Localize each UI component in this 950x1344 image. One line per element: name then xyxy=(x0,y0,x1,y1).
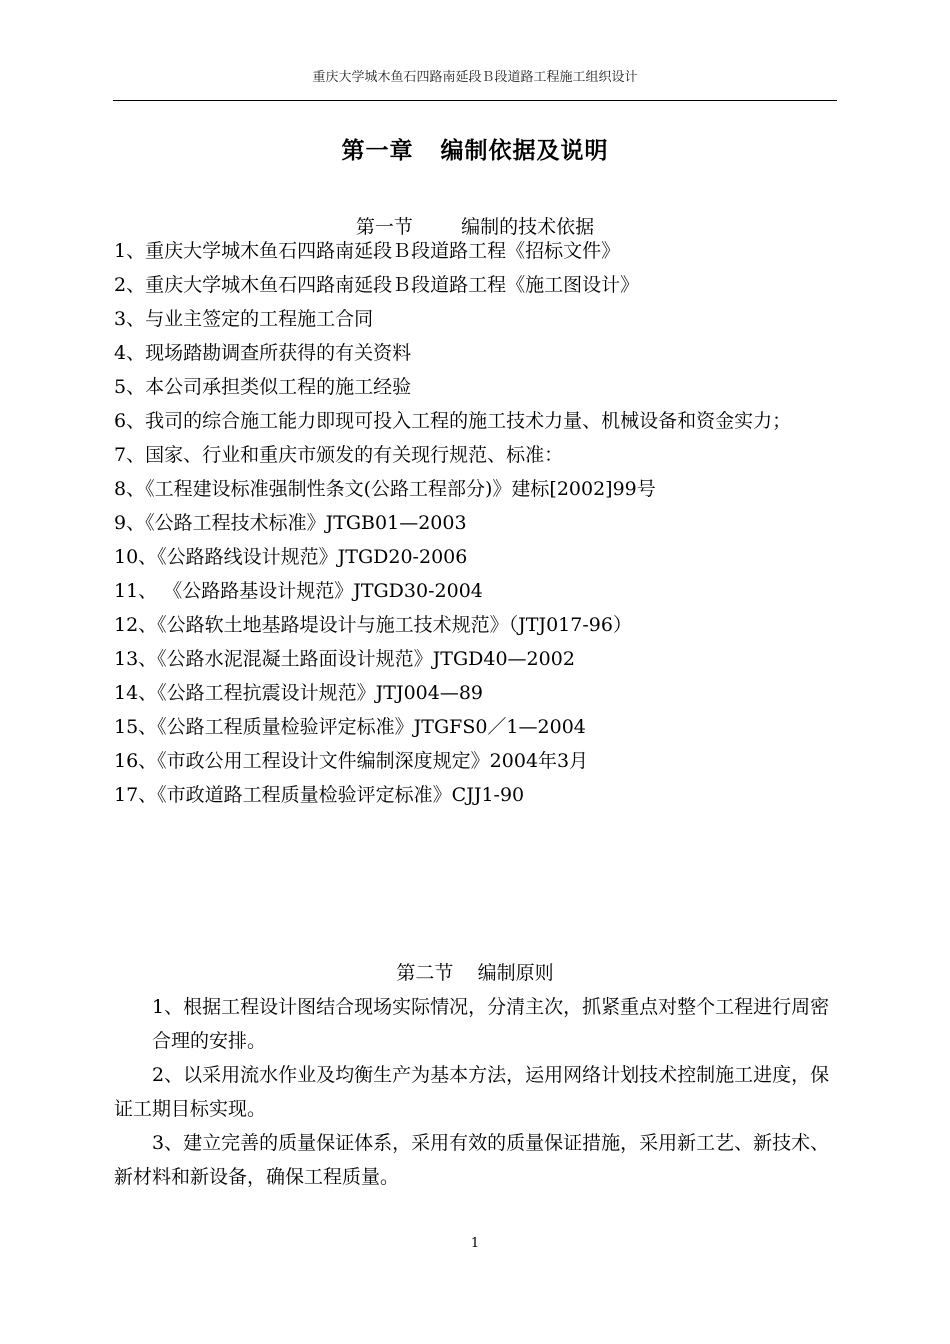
running-header: 重庆大学城木鱼石四路南延段Ｂ段道路工程施工组织设计 xyxy=(312,70,638,85)
technical-basis-list xyxy=(114,234,842,812)
list-item: 10、《公路路线设计规范》JTGD20-2006 xyxy=(114,546,468,568)
list-item: 13、《公路水泥混凝土路面设计规范》JTGD40—2002 xyxy=(114,648,575,670)
list-item: 1、重庆大学城木鱼石四路南延段Ｂ段道路工程《招标文件》 xyxy=(114,240,621,262)
list-item: 8、《工程建设标准强制性条文(公路工程部分)》建标[2002]99号 xyxy=(114,478,656,500)
list-item: 2、重庆大学城木鱼石四路南延段Ｂ段道路工程《施工图设计》 xyxy=(114,274,640,296)
list-item: 6、我司的综合施工能力即现可投入工程的施工技术力量、机械设备和资金实力； xyxy=(114,410,792,432)
list-item: 4、现场踏勘调查所获得的有关资料 xyxy=(114,342,412,364)
list-item: 11、 《公路路基设计规范》JTGD30-2004 xyxy=(114,580,483,602)
section-1-title: 第一节 编制的技术依据 xyxy=(355,216,595,238)
list-item: 5、本公司承担类似工程的施工经验 xyxy=(114,376,412,398)
principles-list xyxy=(114,990,842,1194)
principle-paragraph: 1、根据工程设计图结合现场实际情况，分清主次，抓紧重点对整个工程进行周密合理的安排。 xyxy=(152,996,830,1052)
list-item: 7、国家、行业和重庆市颁发的有关现行规范、标准： xyxy=(114,444,564,466)
principle-paragraph: 3、建立完善的质量保证体系，采用有效的质量保证措施，采用新工艺、新技术、新材料和新设备，确保工程质量。 xyxy=(114,1132,830,1188)
list-item: 12、《公路软土地基路堤设计与施工技术规范》（JTJ017-96） xyxy=(114,614,632,636)
principle-paragraph: 2、以采用流水作业及均衡生产为基本方法，运用网络计划技术控制施工进度，保证工期目标实现。 xyxy=(114,1064,830,1120)
list-item: 14、《公路工程抗震设计规范》JTJ004—89 xyxy=(114,682,484,704)
chapter-title: 第一章 编制依据及说明 xyxy=(341,137,609,164)
section-2-title: 第二节 编制原则 xyxy=(396,962,554,984)
header-rule xyxy=(113,100,837,101)
list-item: 17、《市政道路工程质量检验评定标准》CJJ1-90 xyxy=(114,784,525,806)
list-item: 16、《市政公用工程设计文件编制深度规定》2004年3月 xyxy=(114,750,589,772)
list-item: 9、《公路工程技术标准》JTGB01—2003 xyxy=(114,512,467,534)
list-item: 15、《公路工程质量检验评定标准》JTGFS0／1—2004 xyxy=(114,716,586,738)
list-item: 3、与业主签定的工程施工合同 xyxy=(114,308,374,330)
page-number: 1 xyxy=(470,1236,480,1251)
